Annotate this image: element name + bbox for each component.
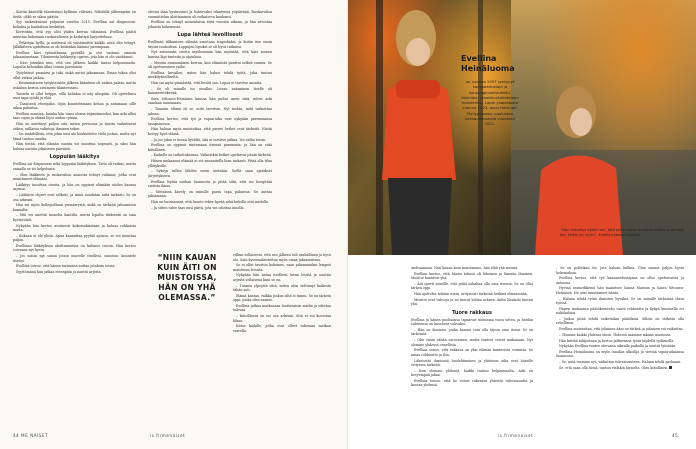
paragraph: Nykyään hän kertoo avoimesti kokemuksistaan ja haluaa rohkaista muita.: [13, 223, 136, 233]
paragraph: Evellina on tehnyt monenlaisia töitä vuosien aikana, ja hän arvostaa jokaista kokemusta.: [148, 20, 272, 29]
paragraph: Evellina muistaa, kuinka hän tunsi olonsa vapautuneeksi, kun arki alkoi taas sujua ja elämä löysi uuden rytmin.: [13, 111, 136, 121]
section-heading: Lupa lähteä levollisesti: [177, 32, 243, 39]
paragraph: – Joskus pitää tehdä vaikeitakin päätöksiä. Silloin on tärkeää olla rehellinen.: [556, 316, 684, 326]
paragraph: – Haluan tehdä työtä ihmisten hyväksi. Se on minulle tärkeintä tässä työssä.: [556, 296, 684, 306]
paragraph: – Se oli minulle iso oivallus. Luvan antaminen itselle oli käänteentekevää.: [148, 86, 272, 96]
paragraph: Evellina toivoo, että he voivat rakentaa yhteistä tulevaisuutta ja kasvaa yhdessä.: [411, 378, 533, 388]
paragraph: Lääkitys tasoittaa oireita, ja hän on oppinut elämään niiden kanssa arjessa.: [13, 182, 136, 192]
paragraph: Hänen mukaansa päätöksenteko vaatii rohkeutta ja kykyä kuunnella eri näkökulmia.: [556, 306, 684, 316]
paragraph: Se, että saan olla tässä, tuntuu vieläkin hienolta. Olen kiitollinen.: [556, 366, 684, 371]
left-col1-bottom: [13, 162, 136, 274]
left-column-3: [233, 253, 331, 425]
section-heading: Tuore rakkaus: [452, 309, 492, 316]
paragraph: Hän sai myös ymmärtää, että levätä saa. Lepoa ei tarvitse ansaita.: [151, 80, 263, 85]
paragraph: Evellina sai diagnoosin sekä loppuiän lääkityksen. Tieto oli raskas, mutta samalla se toi helpotusta.: [13, 162, 136, 171]
paragraph: Kiitos kaikille, jotka ovat olleet tukenani matkan varrella.: [233, 324, 331, 333]
paragraph: Evellinan tilikauteen elämää sanotaan tragediaksi, ja koitin itse ensin täysin rauhoittua. Loppujen lopuksi se oli hyvä ratkaisu.: [148, 40, 272, 49]
paragraph: – Tasaisin elämä oli se, mitä tarvitsin. Nyt tiedän, mitä tarkoittaa jaksaa.: [148, 107, 272, 116]
paragraph: Nykyään hän antaa itselleen luvan levätä ja nauttia arjesta sellaisena kuin se on.: [233, 273, 331, 282]
paragraph: Evellina kertoo, että hänen äitinsä oli läheinen ja lämmin ihminen. Muistot kantavat yhä.: [411, 271, 533, 281]
paragraph: Elämä kantaa, vaikka joskus siltä ei tunnu. Se on tärkein oppi, jonka olen saanut.: [233, 293, 331, 303]
paragraph: – Kaikella on tarkoituksensa. Vaikeatkin hetket opettavat jotain tärkeää.: [151, 153, 272, 158]
paragraph: Evellina kertoo, että työ ja vapaa-aika ovat nykyään paremmassa tasapainossa.: [148, 117, 272, 126]
paragraph: – Se on politiikan tie, jota haluan kulkea. Olen saanut paljon hyviä kokemuksia.: [556, 266, 684, 275]
paragraph: – Ja sitten tulee taas uusi päivä, jota voi odottaa innolla.: [151, 205, 245, 210]
paragraph: Evellina muistuttaa, että jokainen ääni on tärkeä ja jokainen voi vaikuttaa.: [559, 327, 684, 332]
paragraph: Evellina löytää rauhan luonnosta ja pitää siitä, että voi hengittää raitista ilmaa.: [148, 179, 272, 188]
photo-lake-autumn: [511, 0, 696, 255]
section-heading: Loppuiän lääkitys: [49, 154, 100, 161]
paragraph: Hyvinä esimerkkeinä hän mainitsee Sanna Marinin ja Saara Sittonen-Heinäsen. He ovat innostaneet häntä.: [556, 286, 684, 295]
paragraph: – On mahdollista, että jokin uusi ala houkuttelee vielä joskus, mutta nyt tämä tuntuu omalta.: [13, 132, 136, 141]
left-column-2: [148, 10, 272, 250]
paragraph: – Metsässä kävely on minulle paras tapa palautua. Se auttaa jaksamaan.: [148, 189, 272, 199]
paragraph: Hän haluaa myös muistuttaa, että pienet hetket ovat tärkeitä. Niistä kertyy hyvä elämä.: [148, 127, 272, 136]
paragraph: Hän on miettinyt paljon sitä, miten persoona ja tausta vaikuttavat siihen, millaisia valintoja ihminen tekee.: [13, 122, 136, 131]
paragraph: – Lääkärin ohjeet ovat selkeät, ja minä noudatan niitä tarkasti. Se on osa arkeani.: [13, 193, 136, 202]
paragraph: – Ja jos jokin ei tunnu hyvältä, sitä ei tarvitse jatkaa. Voi valita toisin.: [151, 137, 267, 142]
paragraph: Syy vaikeuksiinsa paljastui vuoden 2015. Evellina sai diagnoosin: keliakia ja hankaluus keskittyä.: [13, 20, 136, 29]
paragraph: – Äiti opetti minulle, että pitää uskaltaa olla oma itsensä. Se on ollut tärkeä oppi.: [411, 281, 533, 291]
footer-center-right: is.fi/menaiset: [498, 433, 534, 438]
paragraph: – Se, mitä teemme nyt, vaikuttaa tulevaisuuteen. Haluan tehdä parhaani.: [559, 360, 682, 365]
paragraph: – Tunnen ylpeyttä siitä, miten olen selvinnyt kaikesta tähän asti.: [233, 283, 331, 293]
paragraph: vilhun sellaisesta, että sen jälkeen tuli rauhallinen ja hyvä olo. Sain kyseenalaistettua myös omaa jaksamistani.: [233, 253, 331, 262]
paragraph: Hän ajattelee äitiään usein, erityisesti tärkeinä hetkinä elämässään.: [414, 292, 528, 297]
lake-portrait-photo: [511, 0, 696, 255]
paragraph: Hän tietää, että elämän suunta voi muuttua nopeasti, ja siksi hän haluaa nauttia jokaisesta päivästä.: [13, 142, 136, 151]
paragraph: Muistot ovat vahvoja ja ne tuovat lohtua arkeen. Äidin läsnäolo tuntuu yhä.: [411, 297, 533, 307]
paragraph: Syyttömänä hän jatkaa eteenpäin ja nauttii arjesta.: [16, 270, 102, 274]
paragraph: – Olemme kaikki yhdessä tässä. Yhdessä saamme aikaan muutosta.: [559, 332, 672, 337]
left-column-1: [13, 10, 136, 425]
paragraph: Taistelu ei ollut helppo, sillä keliakia ei näy ulospäin. Oli opeteltava uusi tapa syödä ja elää.: [13, 91, 136, 100]
paragraph: Evellina on oppinut tuntemaan itsensä paremmin, ja hän on siitä kiitollinen.: [148, 143, 272, 152]
paragraph: Sara Sittonen-Heinäsen kanssa hän puhui usein siitä, miten arki saadaan toimimaan.: [148, 96, 272, 106]
paragraph: Evellina ja hänen puolisonsa tapasivat muutama vuosi sitten, ja heidän suhteensa on kasvanut vahvaksi.: [411, 317, 533, 327]
paragraph: Hän on huomannut, että luonto tekee hyvää sekä keholle että mielelle.: [151, 199, 270, 204]
paragraph: Evellina sanoo, että rakkaus on yksi elämän kantavista voimista. Se antaa rohkeutta ja iloa.: [411, 348, 533, 357]
paragraph: – Pelästyin kyllä, ja mielessä oli väistämättä kaikki, mitä olin tehnyt. Jälkikäteen ajateltuna se oli kuitenkin käänne parempaan.: [13, 40, 136, 50]
paragraph: Evellina Heinäluoma on myös innokas ulkoilija ja viettää vapaa-aikaansa luonnossa.: [556, 349, 684, 359]
paragraph: – Kukaan ei ole yksin. Apua kannattaa pyytää ajoissa, se voi muuttaa paljon.: [13, 233, 136, 243]
paragraph: Se ei ollut tavaton kokemus, vaan pikemminkin lempeä muistutus levosta.: [233, 263, 331, 272]
footer-page-number: 45: [672, 433, 679, 438]
paragraph: Evellina kävi työmatkansa pyörällä ja otti vastuun omasta jaksamisestaan. Tilanteesta kehkeytyi opetus, jota hän ei ole unohtanut.: [13, 50, 136, 60]
left-column-4: [278, 10, 338, 250]
paragraph: olevan ihan hyvinvointi ja hahtevaksi tilanteena yöpäivänä. Ruokavalion suunnittelun aloittaminen oli ratkaiseva kuukausi.: [148, 10, 272, 19]
paragraph: Evellina kertoo, että työ kansanedustajana on ollut opettavaista ja antoisaa.: [556, 276, 684, 285]
paragraph: – Olin ensin vähän varovainen, mutta tunteet veivät mukanaan. Nyt olemme yhdessä onnellisia.: [411, 338, 533, 347]
paragraph: – Tasaisesti eteenpäin. Opin kuuntelemaan kehoa ja antamaan sille aikaa palautua.: [13, 101, 136, 111]
paragraph: undraamaan. Niin kauan kuin muistamme, hän elää yhä meissä.: [411, 266, 519, 270]
paragraph: Evellina toivoo, että hänen tarinansa auttaa jotakuta toista.: [16, 264, 116, 269]
profile-bio: on vuonna 1997 syntynyt kansanedustaja ja kaupunginvaltuutettu. Valmistui yhteiskuntatieteiden maisteriksi. Lapin yliopistosta vuonna 2023, asuu Helsingin Myllypurossa, puolustaa kansanedustajia vuodesta 2021.: [461, 79, 519, 127]
paragraph: – Sitä voi miettiä monelta kantilta, mutta lopulta tärkeintä on oma hyvinvointi.: [13, 213, 136, 222]
paragraph: – Hän on ihminen, jonka kanssa voin olla täysin oma itseni. Se on tärkeintä.: [411, 327, 533, 337]
photo-caption: “Käin menetys opetti sen, että pitää osata arvostaa hetkiä ja ihmisiä, kun kaikki on hyvin”, Evellina sanoo kuvassa.: [560, 228, 685, 237]
paragraph: – Syksyn tullen lähden usein metsään. Siellä saan ajatukset järjestykseen.: [148, 169, 272, 178]
paragraph: Hän sai myös kollegoiltaan ymmärrystä, mikä on tärkeää jaksamisen kannalta.: [13, 203, 136, 212]
paragraph: Kerrottiin, että syy olisi yhden kerran elämässä. Evellina päätti muuttaa kokonaan ruokavalionsa ja keskittyä harjoitteluun.: [13, 30, 136, 39]
paragraph: Evellinan lääkityksen aloittamisesta on kulunut vuosia. Hän kertoo voivansa nyt hyvin.: [13, 243, 136, 253]
profile-title: Evellina Heinäluoma: [461, 54, 515, 73]
paragraph: Evellina jatkaa matkaansa luottavaisin mielin ja odottaa tulevaa.: [233, 303, 331, 313]
paragraph: Työyhteisö ymmärsi ja tuki, mikä auttoi jaksamaan. Ilman tukea olisi ollut vaikea jatkaa.: [13, 71, 136, 80]
paragraph: – Muutin ensimmäisen kerran, kun elämästä puuttui selkeä suunta. Se oli opettavainen vaihe.: [148, 60, 272, 70]
paragraph: – Koetin käsitellä tilanteitani kyllmän viileästi. Nähdellä jälkeenpäin en tiedä, olikö se oikea päätös.: [13, 10, 136, 19]
paragraph: – Kiitollisuus on iso osa arkeani. Sitä ei voi korostaa liikaa.: [233, 314, 331, 323]
paragraph: Nyt seitsemän vuotta myöhemmin hän myöntää, että kävi monen kanssa läpi tunteita ja ajatuksia.: [148, 50, 272, 59]
right-column-1: [411, 266, 533, 426]
pull-quote: “NIIN KAUAN KUIN ÄITI ON MUISTOISSA, HÄN ON YHÄ OLEMASSA.”: [157, 253, 217, 302]
paragraph: – Ensimmäiseen työyhteisöön jälkeen käänteen oli vaikea palata, mutta uskalsin kertoa avoimesti tilanteestani.: [13, 81, 136, 90]
paragraph: Läheisistä ihmisistä huolehtiminen ja yhteinen aika ovat hänelle erityisen tärkeitä.: [411, 358, 533, 367]
paragraph: Evellina kuvailee, miten hän halusi tehdä työtä, joka tuntuu merkitykselliseltä.: [148, 70, 272, 80]
photo-portrait-outdoors: [348, 0, 511, 255]
end-mark-icon: [669, 366, 672, 369]
footer-left: 44 ME NAISET: [13, 433, 49, 438]
footer-center-left: is.fi/menaiset: [150, 433, 186, 438]
right-column-2: [556, 266, 684, 426]
paragraph: – Kävi jotenkin niin, että sen jälkeen kaikki tuntui helpommalta. Lopulta kehonikin alkoi toimia paremmin.: [13, 60, 136, 70]
autumn-forest-photo: [348, 0, 511, 255]
paragraph: – Kun olemme yhdessä, kaikki tuntuu helpommalta. Arki on kevyempää jakaa.: [411, 368, 533, 378]
paragraph: – Jos saisin nyt sanoa jotain nuorelle itselleni, sanoisin: kuuntele itseäsi.: [13, 254, 136, 263]
paragraph: Nykyään Evellina tuntee olevansa oikealla paikalla ja nauttii työstään.: [559, 344, 677, 349]
paragraph: Hän kiittää tukijoitaan ja kertoo jatkavansa työtä täydellä sydämellä.: [559, 338, 675, 343]
paragraph: Hänen mukaansa elämää ei voi suunnitella liian tarkasti. Pitää olla tilaa yllätyksille.: [148, 159, 272, 168]
left-col1-top: [13, 10, 136, 151]
paragraph: – Olen lääkkeen ja ruokavalion ansiosta tehnyt valinnat, jotka ovat muuttaneet elämäni.: [13, 172, 136, 182]
